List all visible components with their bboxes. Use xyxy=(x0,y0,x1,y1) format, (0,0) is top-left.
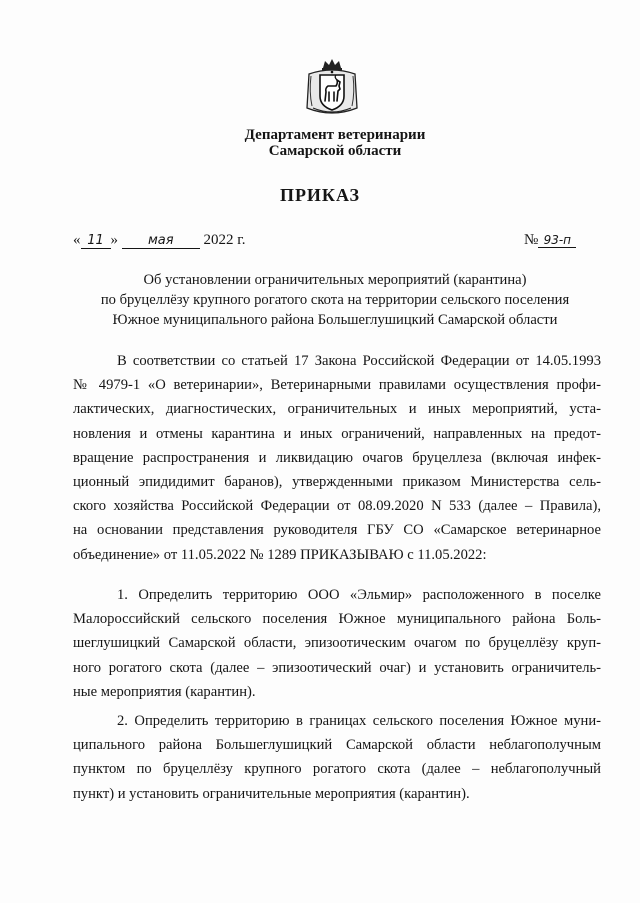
paragraph-preamble xyxy=(73,349,601,567)
order-date xyxy=(73,232,245,249)
text-line: ного рогатого скота (далее – эпизоотический очаг) и установить ограничитель- xyxy=(73,659,601,676)
text-line: на основании представления руководителя ГБУ СО «Самарское ветеринарное xyxy=(73,522,601,539)
number-value: 93-п xyxy=(538,233,576,248)
text-line: ные мероприятия (карантин). xyxy=(73,683,256,700)
text-line: ционный эпидидимит баранов), утвержденными приказом Министерства сель- xyxy=(73,473,601,490)
date-day: 11 xyxy=(81,234,111,249)
date-close-quote: » xyxy=(110,232,118,248)
number-prefix: № xyxy=(524,232,539,248)
order-number xyxy=(524,232,576,249)
text-line: новления и отмены карантина и иных ограничений, направленных на предот- xyxy=(73,425,601,442)
text-line: 1. Определить территорию ООО «Эльмир» расположенного в поселке xyxy=(117,587,601,603)
date-month: мая xyxy=(122,234,200,249)
subject-line: по бруцеллёзу крупного рогатого скота на территории сельского поселения xyxy=(100,292,570,308)
subject-line: Южное муниципального района Большеглушицкий Самарской области xyxy=(112,312,558,328)
text-line: объединение» от 11.05.2022 № 1289 ПРИКАЗЫВАЮ с 11.05.2022: xyxy=(73,546,487,563)
text-line: ципального района Большеглушицкий Самарской области неблагополучным xyxy=(73,737,601,754)
department-name-line1: Департамент ветеринарии xyxy=(244,127,426,143)
text-line: пунктом по бруцеллёзу крупного рогатого скота (далее – неблагополучный xyxy=(73,761,601,778)
text-line: лактических, диагностических, ограничительных и иных мероприятий, уста- xyxy=(73,401,601,418)
date-open-quote: « xyxy=(73,232,81,248)
samara-coat-of-arms-icon xyxy=(303,58,361,118)
text-line: В соответствии со статьей 17 Закона Российской Федерации от 14.05.1993 xyxy=(117,353,601,369)
subject-line: Об установлении ограничительных мероприятий (карантина) xyxy=(143,272,527,288)
order-subject xyxy=(60,270,610,330)
text-line: вращение распространения и ликвидацию очагов бруцеллеза (включая инфек- xyxy=(73,449,601,466)
text-line: Малороссийский сельского поселения Южное муниципального района Боль- xyxy=(73,611,601,628)
text-line: шеглушицкий Самарской области, эпизоотическим очагом по бруцеллёзу круп- xyxy=(73,635,601,652)
text-line: № 4979-1 «О ветеринарии», Ветеринарными правилами осуществления профи- xyxy=(73,377,601,394)
text-line: пункт) и установить ограничительные мероприятия (карантин). xyxy=(73,785,470,802)
date-year: 2022 г. xyxy=(203,232,246,248)
paragraph-item-1 xyxy=(73,583,601,704)
department-name-line2: Самарской области xyxy=(268,143,402,159)
paragraph-item-2 xyxy=(73,709,601,806)
text-line: ского хозяйства Российской Федерации от 08.09.2020 N 533 (далее – Правила), xyxy=(73,498,601,515)
text-line: 2. Определить территорию в границах сельского поселения Южное муни- xyxy=(117,713,601,729)
document-title: ПРИКАЗ xyxy=(279,185,361,205)
